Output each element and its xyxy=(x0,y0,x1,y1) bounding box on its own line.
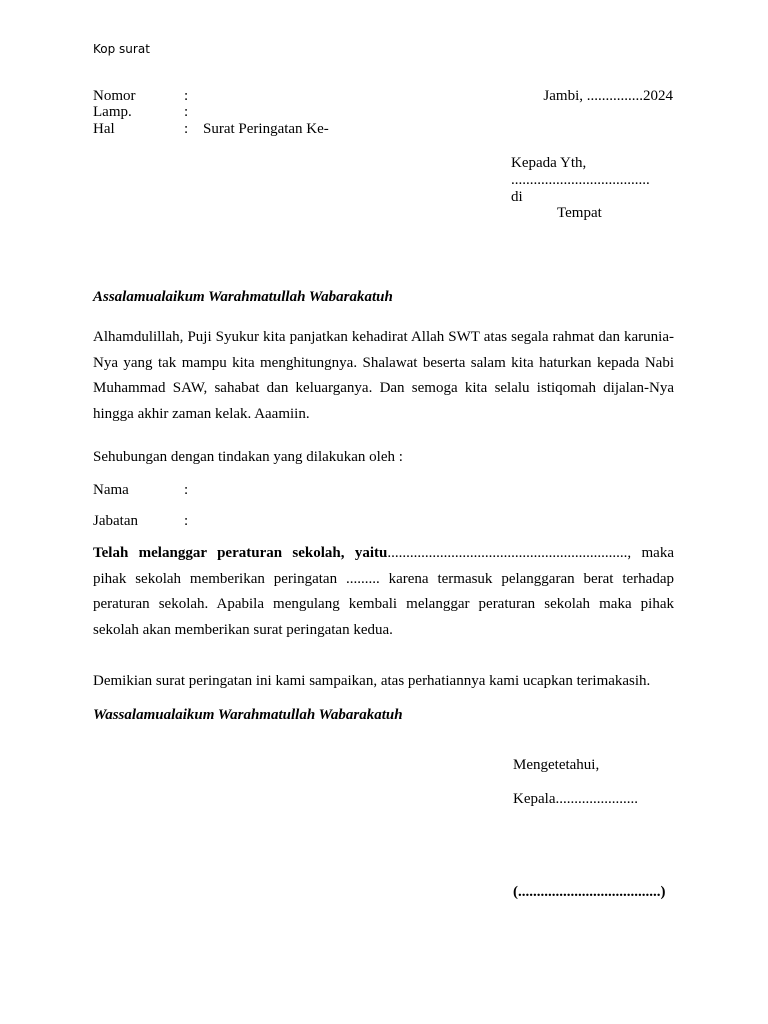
opening-greeting: Assalamualaikum Warahmatullah Wabarakatuh xyxy=(93,289,393,305)
nomor-label: Nomor xyxy=(93,88,136,104)
signature-name: (......................................) xyxy=(513,884,666,900)
hal-value: Surat Peringatan Ke- xyxy=(203,121,329,137)
violation-lead: Telah melanggar peraturan sekolah, yaitu xyxy=(93,545,388,561)
lamp-label: Lamp. xyxy=(93,104,132,120)
lamp-colon: : xyxy=(184,104,189,120)
violation-text: ................................................................, maka pihak sekolah memberikan peringatan ......... karena termasuk pelanggaran berat terhadap peraturan sekolah. Apabila mengulang kembali melanggar peraturan sekolah maka pihak sekolah akan memberikan surat peringatan kedua. xyxy=(93,545,675,638)
closing-greeting: Wassalamualaikum Warahmatullah Wabarakatuh xyxy=(93,707,403,723)
signature-title: Kepala...................... xyxy=(513,791,638,807)
letterhead: Kop surat xyxy=(93,42,150,56)
nama-colon: : xyxy=(184,482,189,498)
recipient-name: ..................................... xyxy=(511,172,650,188)
paragraph-violation xyxy=(93,541,674,643)
paragraph-opening: Alhamdulillah, Puji Syukur kita panjatkan kehadirat Allah SWT atas segala rahmat dan karunia-Nya yang tak mampu kita menghitungnya. Shalawat beserta salam kita haturkan kepada Nabi Muhammad SAW, sahabat dan keluarganya. Dan semoga kita selalu istiqomah dijalan-Nya hingga akhir zaman kelak. Aaamiin. xyxy=(93,329,674,422)
paragraph-intro: Sehubungan dengan tindakan yang dilakukan oleh : xyxy=(93,449,403,465)
signature-acknowledge: Mengetetahui, xyxy=(513,757,600,773)
hal-label: Hal xyxy=(93,121,115,137)
paragraph-closing: Demikian surat peringatan ini kami sampaikan, atas perhatiannya kami ucapkan terimakasih. xyxy=(93,673,651,689)
recipient-place: Tempat xyxy=(557,205,602,221)
jabatan-label: Jabatan xyxy=(93,513,138,529)
nomor-colon: : xyxy=(184,88,189,104)
nama-label: Nama xyxy=(93,482,129,498)
hal-colon: : xyxy=(184,121,189,137)
recipient-di: di xyxy=(511,189,523,205)
letter-date: Jambi, ...............2024 xyxy=(543,88,673,104)
jabatan-colon: : xyxy=(184,513,189,529)
recipient-salutation: Kepada Yth, xyxy=(511,155,587,171)
